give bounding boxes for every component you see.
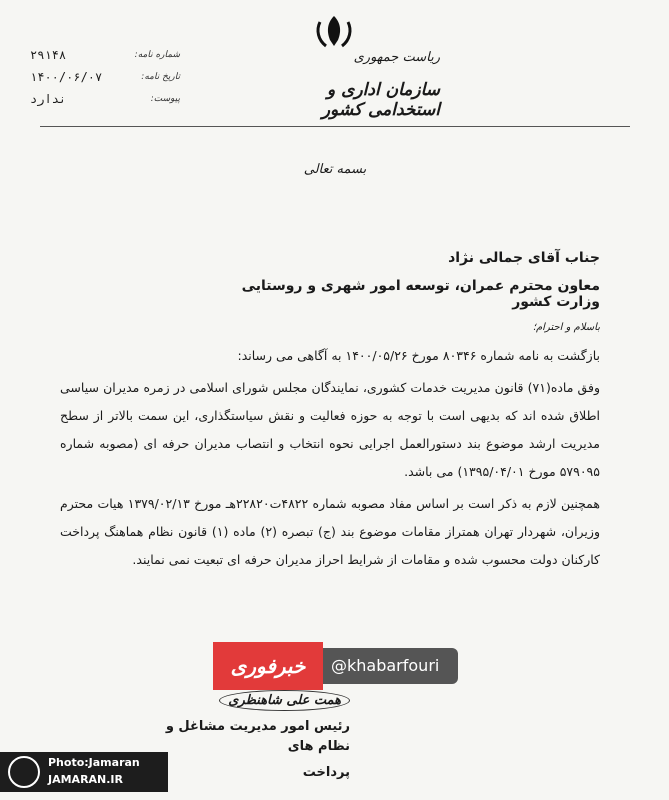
greeting: باسلام و احترام؛ <box>532 322 600 333</box>
photo-credit-line2: JAMARAN.IR <box>48 773 123 786</box>
recipient-title: معاون محترم عمران، توسعه امور شهری و روستایی وزارت کشور <box>241 278 600 310</box>
recipient-name: جناب آقای جمالی نژاد <box>448 250 600 266</box>
body-paragraph: وفق ماده(۷۱) قانون مدیریت خدمات کشوری، نمایندگان مجلس شورای اسلامی در زمره مدیران سیاسی اطلاق شده اند که بدیهی است با توجه به حوزه فعالیت و نقش سیاستگذاری، این سمت بالاتر از سطح مدیریت ارشد موضوع بند دستورالعمل اجرایی نحوه انتخاب و انتصاب مدیران حرفه ای (مصوبه شماره ۵۷۹۰۹۵ مورخ ۱۳۹۵/۰۴/۰۱) می باشد. <box>60 380 600 479</box>
signature-block <box>150 690 350 783</box>
org-line-presidency: ریاست جمهوری <box>353 50 440 65</box>
body-paragraph: بازگشت به نامه شماره ۸۰۳۴۶ مورخ ۱۴۰۰/۰۵/۲۶ به آگاهی می رساند: <box>237 348 600 363</box>
signer-name: همت علی شاهنظری <box>219 690 350 711</box>
signer-title-line1: رئیس امور مدیریت مشاغل و نظام های <box>165 719 350 754</box>
meta-value: ندارد <box>30 92 67 106</box>
photo-credit <box>0 752 168 792</box>
jamaran-logo-icon <box>8 756 40 788</box>
meta-value: ۲۹۱۴۸ <box>30 48 67 62</box>
watermark-handle: @khabarfouri <box>323 648 458 684</box>
header-divider <box>40 126 630 127</box>
letter-body <box>60 342 600 578</box>
meta-label: شماره نامه: <box>134 50 180 60</box>
iran-emblem-icon <box>312 12 356 52</box>
meta-label: تاریخ نامه: <box>141 72 180 82</box>
letter-metadata <box>30 44 180 110</box>
signer-title-line2: پرداخت <box>302 765 350 780</box>
meta-label: پیوست: <box>150 94 180 104</box>
photo-credit-line1: Photo:Jamaran <box>48 756 140 769</box>
meta-row-attachment <box>30 88 180 110</box>
basmala: بسمه تعالی <box>303 162 367 177</box>
org-line-organization: سازمان اداری و استخدامی کشور <box>321 80 440 120</box>
meta-value: ۱۴۰۰/۰۶/۰۷ <box>30 70 103 84</box>
meta-row-date <box>30 66 180 88</box>
body-paragraph: همچنین لازم به ذکر است بر اساس مفاد مصوبه شماره ۴۸۲۲ت۲۲۸۲۰هـ مورخ ۱۳۷۹/۰۲/۱۳ هیات محترم وزیران، شهردار تهران همتراز مقامات موضوع بند (ج) تبصره (۲) ماده (۱) قانون نظام هماهنگ پرداخت کارکنان دولت محسوب شده و مقامات از شرایط احراز مدیران حرفه ای تبعیت نمی نمایند. <box>60 496 600 567</box>
meta-row-number <box>30 44 180 66</box>
watermark-badge: خبرفوری <box>213 642 323 690</box>
